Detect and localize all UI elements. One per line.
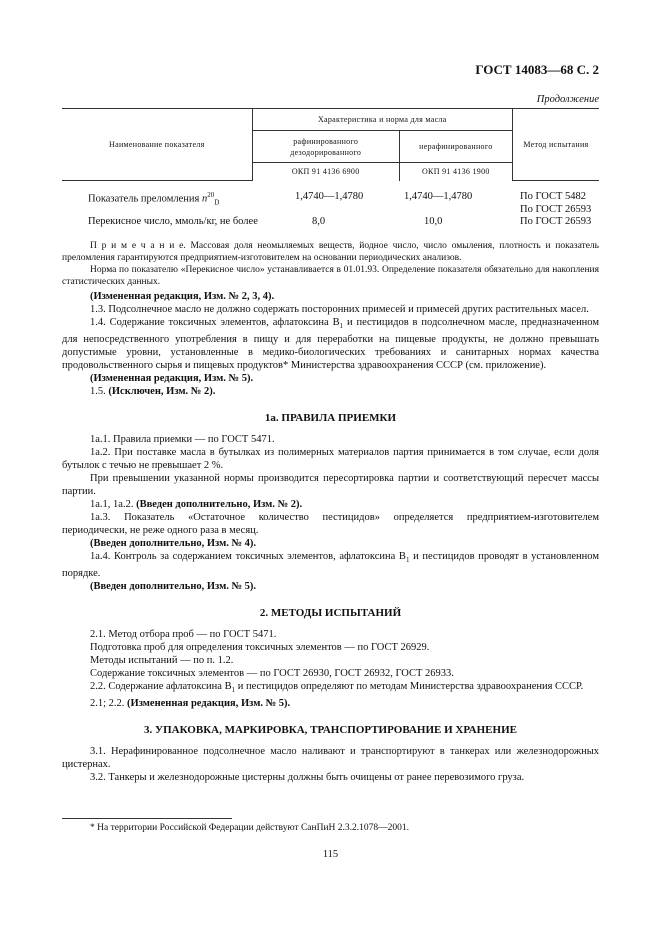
paragraph-1-3: 1.3. Подсолнечное масло не должно содержать посторонних примесей и примесей других растительных масел. — [90, 304, 589, 315]
paragraph-2-1: 2.1. Метод отбора проб — по ГОСТ 5471. — [90, 629, 277, 641]
paragraph-1a-4: 1а.4. Контроль за содержанием токсичных элементов, афлатоксина $В_1$ и пестицидов проводят в установленном порядке. — [62, 551, 599, 580]
okp-refined: ОКП 91 4136 6900 — [252, 163, 399, 181]
page-header: ГОСТ 14083—68 С. 2 — [475, 62, 599, 77]
okp-unrefined: ОКП 91 4136 1900 — [399, 163, 512, 181]
row-value-unrefined: 10,0 — [424, 216, 443, 227]
row-method: По ГОСТ 5482 — [520, 191, 587, 202]
paragraph-1a-3: 1а.3. Показатель «Остаточное количество пестицидов» определяется предприятием-изготовителем периодически, не реже одного раза в месяц. — [62, 512, 599, 537]
note-paragraph: П р и м е ч а н и е. Массовая доля неомыляемых веществ, йодное число, число омыления, плотность и показатель преломления гарантируются предприятием-изготовителем на основании периодических анализов. — [62, 241, 599, 263]
paragraph-2-1c: Методы испытаний — по п. 1.2. — [90, 655, 234, 667]
footnote-divider — [62, 818, 232, 819]
refined-header: рафинированного дезодорированного — [252, 131, 399, 163]
row-name: Показатель преломления $n^{20}_D$ — [88, 191, 220, 207]
row-method: По ГОСТ 26593 — [520, 216, 592, 227]
page-number: 115 — [322, 849, 339, 860]
paragraph-1a-2b: При превышении указанной нормы производится пересортировка партии и соответствующий пересчет массы партии. — [62, 473, 599, 498]
paragraph-3-1: 3.1. Нерафинированное подсолнечное масло наливают и транспортируют в танкерах или железнодорожных цистернах. — [62, 746, 599, 771]
paragraph-3-2: 3.2. Танкеры и железнодорожные цистерны должны быть очищены от ранее перевозимого груза. — [90, 772, 525, 784]
row-name: Перекисное число, ммоль/кг, не более — [88, 216, 258, 227]
section-heading-2: 2. МЕТОДЫ ИСПЫТАНИЙ — [259, 607, 402, 620]
footnote: * На территории Российской Федерации действуют СанПиН 2.3.2.1078—2001. — [90, 823, 410, 833]
spec-table — [62, 108, 599, 181]
paragraph-1-5: 1.5. (Исключен, Изм. № 2). — [90, 386, 216, 398]
edit-note: (Измененная редакция, Изм. № 2, 3, 4). — [90, 291, 275, 302]
edit-note: (Введен дополнительно, Изм. № 5). — [90, 581, 257, 593]
paragraph-2-1b: Подготовка проб для определения токсичных элементов — по ГОСТ 26929. — [90, 642, 430, 654]
row-value-refined: 8,0 — [312, 216, 326, 227]
section-heading-3: 3. УПАКОВКА, МАРКИРОВКА, ТРАНСПОРТИРОВАНИЕ И ХРАНЕНИЕ — [144, 724, 517, 737]
char-header: Характеристика и норма для масла — [252, 109, 512, 131]
edit-note: (Введен дополнительно, Изм. № 4). — [90, 538, 257, 550]
paragraph-2-1-2-2: 2.1; 2.2. (Измененная редакция, Изм. № 5). — [90, 698, 291, 710]
paragraph-1-4: 1.4. Содержание токсичных элементов, афлатоксина $В_1$ и пестицидов в подсолнечном масле, предназначенном для непосредственного употребления в пищу и для переработки на пищевые продукты, не должно превышать допустимые уровни, установленные в медико-биологических требованиях и санитарных нормах качества продовольственного сырья и пищевых продуктов* Министерства здравоохранения СССР (см. приложение). — [62, 317, 599, 372]
paragraph-1a-1: 1а.1. Правила приемки — по ГОСТ 5471. — [90, 434, 275, 446]
row-value-unrefined: 1,4740—1,4780 — [404, 191, 473, 202]
row-value-refined: 1,4740—1,4780 — [295, 191, 364, 202]
row-method-2: По ГОСТ 26593 — [520, 204, 592, 215]
paragraph-1a-2: 1а.2. При поставке масла в бутылках из полимерных материалов партия принимается в том случае, если доля бутылок с течью не превышает 2 %. — [62, 447, 599, 472]
continuation-label: Продолжение — [536, 94, 599, 105]
paragraph-2-2: 2.2. Содержание афлатоксина $В_1$ и пестицидов определяют по методам Министерства здравоохранения СССР. — [90, 681, 584, 695]
paragraph-1a-12: 1а.1, 1а.2. (Введен дополнительно, Изм. № 2). — [90, 499, 303, 511]
edit-note: (Измененная редакция, Изм. № 5). — [90, 373, 254, 385]
note-paragraph-2: Норма по показателю «Перекисное число» устанавливается в 01.01.93. Определение показателя обязательно для накопления статистических данных. — [62, 265, 599, 287]
paragraph-2-1d: Содержание токсичных элементов — по ГОСТ 26930, ГОСТ 26932, ГОСТ 26933. — [90, 668, 454, 680]
unrefined-header: нерафинированного — [399, 131, 512, 163]
document-body — [62, 240, 599, 784]
col-name-header: Наименование показателя — [62, 109, 252, 181]
section-heading-1a: 1а. ПРАВИЛА ПРИЕМКИ — [264, 412, 397, 425]
method-header: Метод испытания — [512, 109, 599, 181]
